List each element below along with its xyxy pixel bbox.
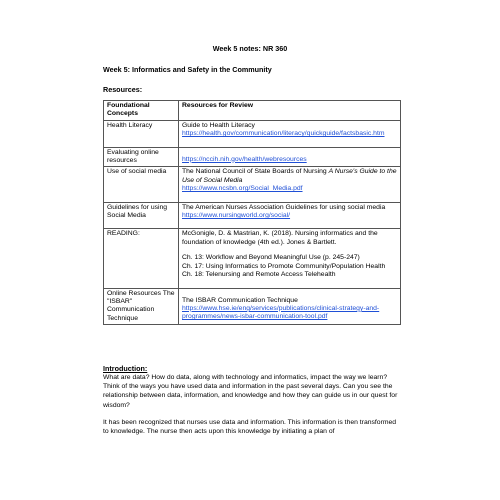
resources-table — [103, 100, 401, 325]
table-header-row — [104, 101, 401, 121]
table-row — [104, 120, 401, 147]
resources-heading: Resources: — [103, 85, 143, 94]
resource-text-prefix: The National Council of State Boards of Nursing — [182, 168, 329, 176]
introduction-heading: Introduction: — [103, 364, 148, 373]
chapter-item: Ch. 18: Telenursing and Remote Access Telehealth — [182, 271, 336, 279]
resource-text: Guide to Health Literacy — [182, 121, 255, 129]
concept-cell: Use of social media — [104, 167, 179, 202]
table-row — [104, 147, 401, 167]
resource-link[interactable]: https://www.ncsbn.org/Social_Media.pdf — [182, 185, 303, 193]
document-title: Week 5 notes: NR 360 — [212, 44, 288, 53]
concept-cell: Evaluating online resources — [104, 147, 179, 167]
chapter-item: Ch. 17: Using Informatics to Promote Community/Population Health — [182, 262, 386, 270]
concept-cell: Health Literacy — [104, 120, 179, 147]
resource-cell — [179, 147, 401, 167]
resource-text: The ISBAR Communication Technique — [182, 296, 298, 304]
resource-link[interactable]: https://www.hse.ie/eng/services/publications/clinical-strategy-and-programmes/news-isbar-communication-tool.pdf — [182, 304, 380, 321]
table-row — [104, 288, 401, 325]
concept-cell: Guidelines for using Social Media — [104, 202, 179, 229]
column-header-resources: Resources for Review — [179, 101, 401, 121]
chapter-item: Ch. 13: Workflow and Beyond Meaningful Use (p. 245-247) — [182, 254, 360, 262]
resource-title-italic: A Nurse's Guide to the Use of Social Media — [182, 168, 397, 184]
introduction-paragraph: What are data? How do data, along with technology and informatics, impact the way we learn? Think of the ways you have used data and information in the past several days. Can you see the relationship between data, information, and knowledge and how they can guide us in our quest for wisdom? — [103, 374, 398, 409]
table-row — [104, 229, 401, 288]
table-row — [104, 202, 401, 229]
introduction-paragraph: It has been recognized that nurses use data and information. This information is then transformed to knowledge. The nurse then acts upon this knowledge by initiating a plan of — [103, 419, 397, 436]
resource-cell — [179, 288, 401, 325]
week-heading: Week 5: Informatics and Safety in the Community — [103, 65, 272, 74]
resource-text: The American Nurses Association Guidelines for using social media — [182, 203, 386, 211]
concept-cell: Online Resources The "ISBAR" Communication Technique — [104, 288, 179, 325]
reading-citation: McGonigle, D. & Mastrian, K. (2018). Nursing informatics and the foundation of knowledge (4th ed.). Jones & Bartlett. — [182, 230, 378, 246]
resource-link[interactable]: https://nccih.nih.gov/health/webresources — [182, 155, 307, 163]
resource-link[interactable]: https://www.nursingworld.org/social/ — [182, 212, 291, 220]
resource-link[interactable]: https://health.gov/communication/literacy/quickguide/factsbasic.htm — [182, 130, 385, 138]
resource-cell — [179, 120, 401, 147]
column-header-concepts: Foundational Concepts — [104, 101, 179, 121]
resource-cell — [179, 202, 401, 229]
resource-text — [182, 168, 397, 185]
resource-cell — [179, 229, 401, 288]
concept-cell: READING: — [104, 229, 179, 288]
resource-cell — [179, 167, 401, 202]
table-row — [104, 167, 401, 202]
